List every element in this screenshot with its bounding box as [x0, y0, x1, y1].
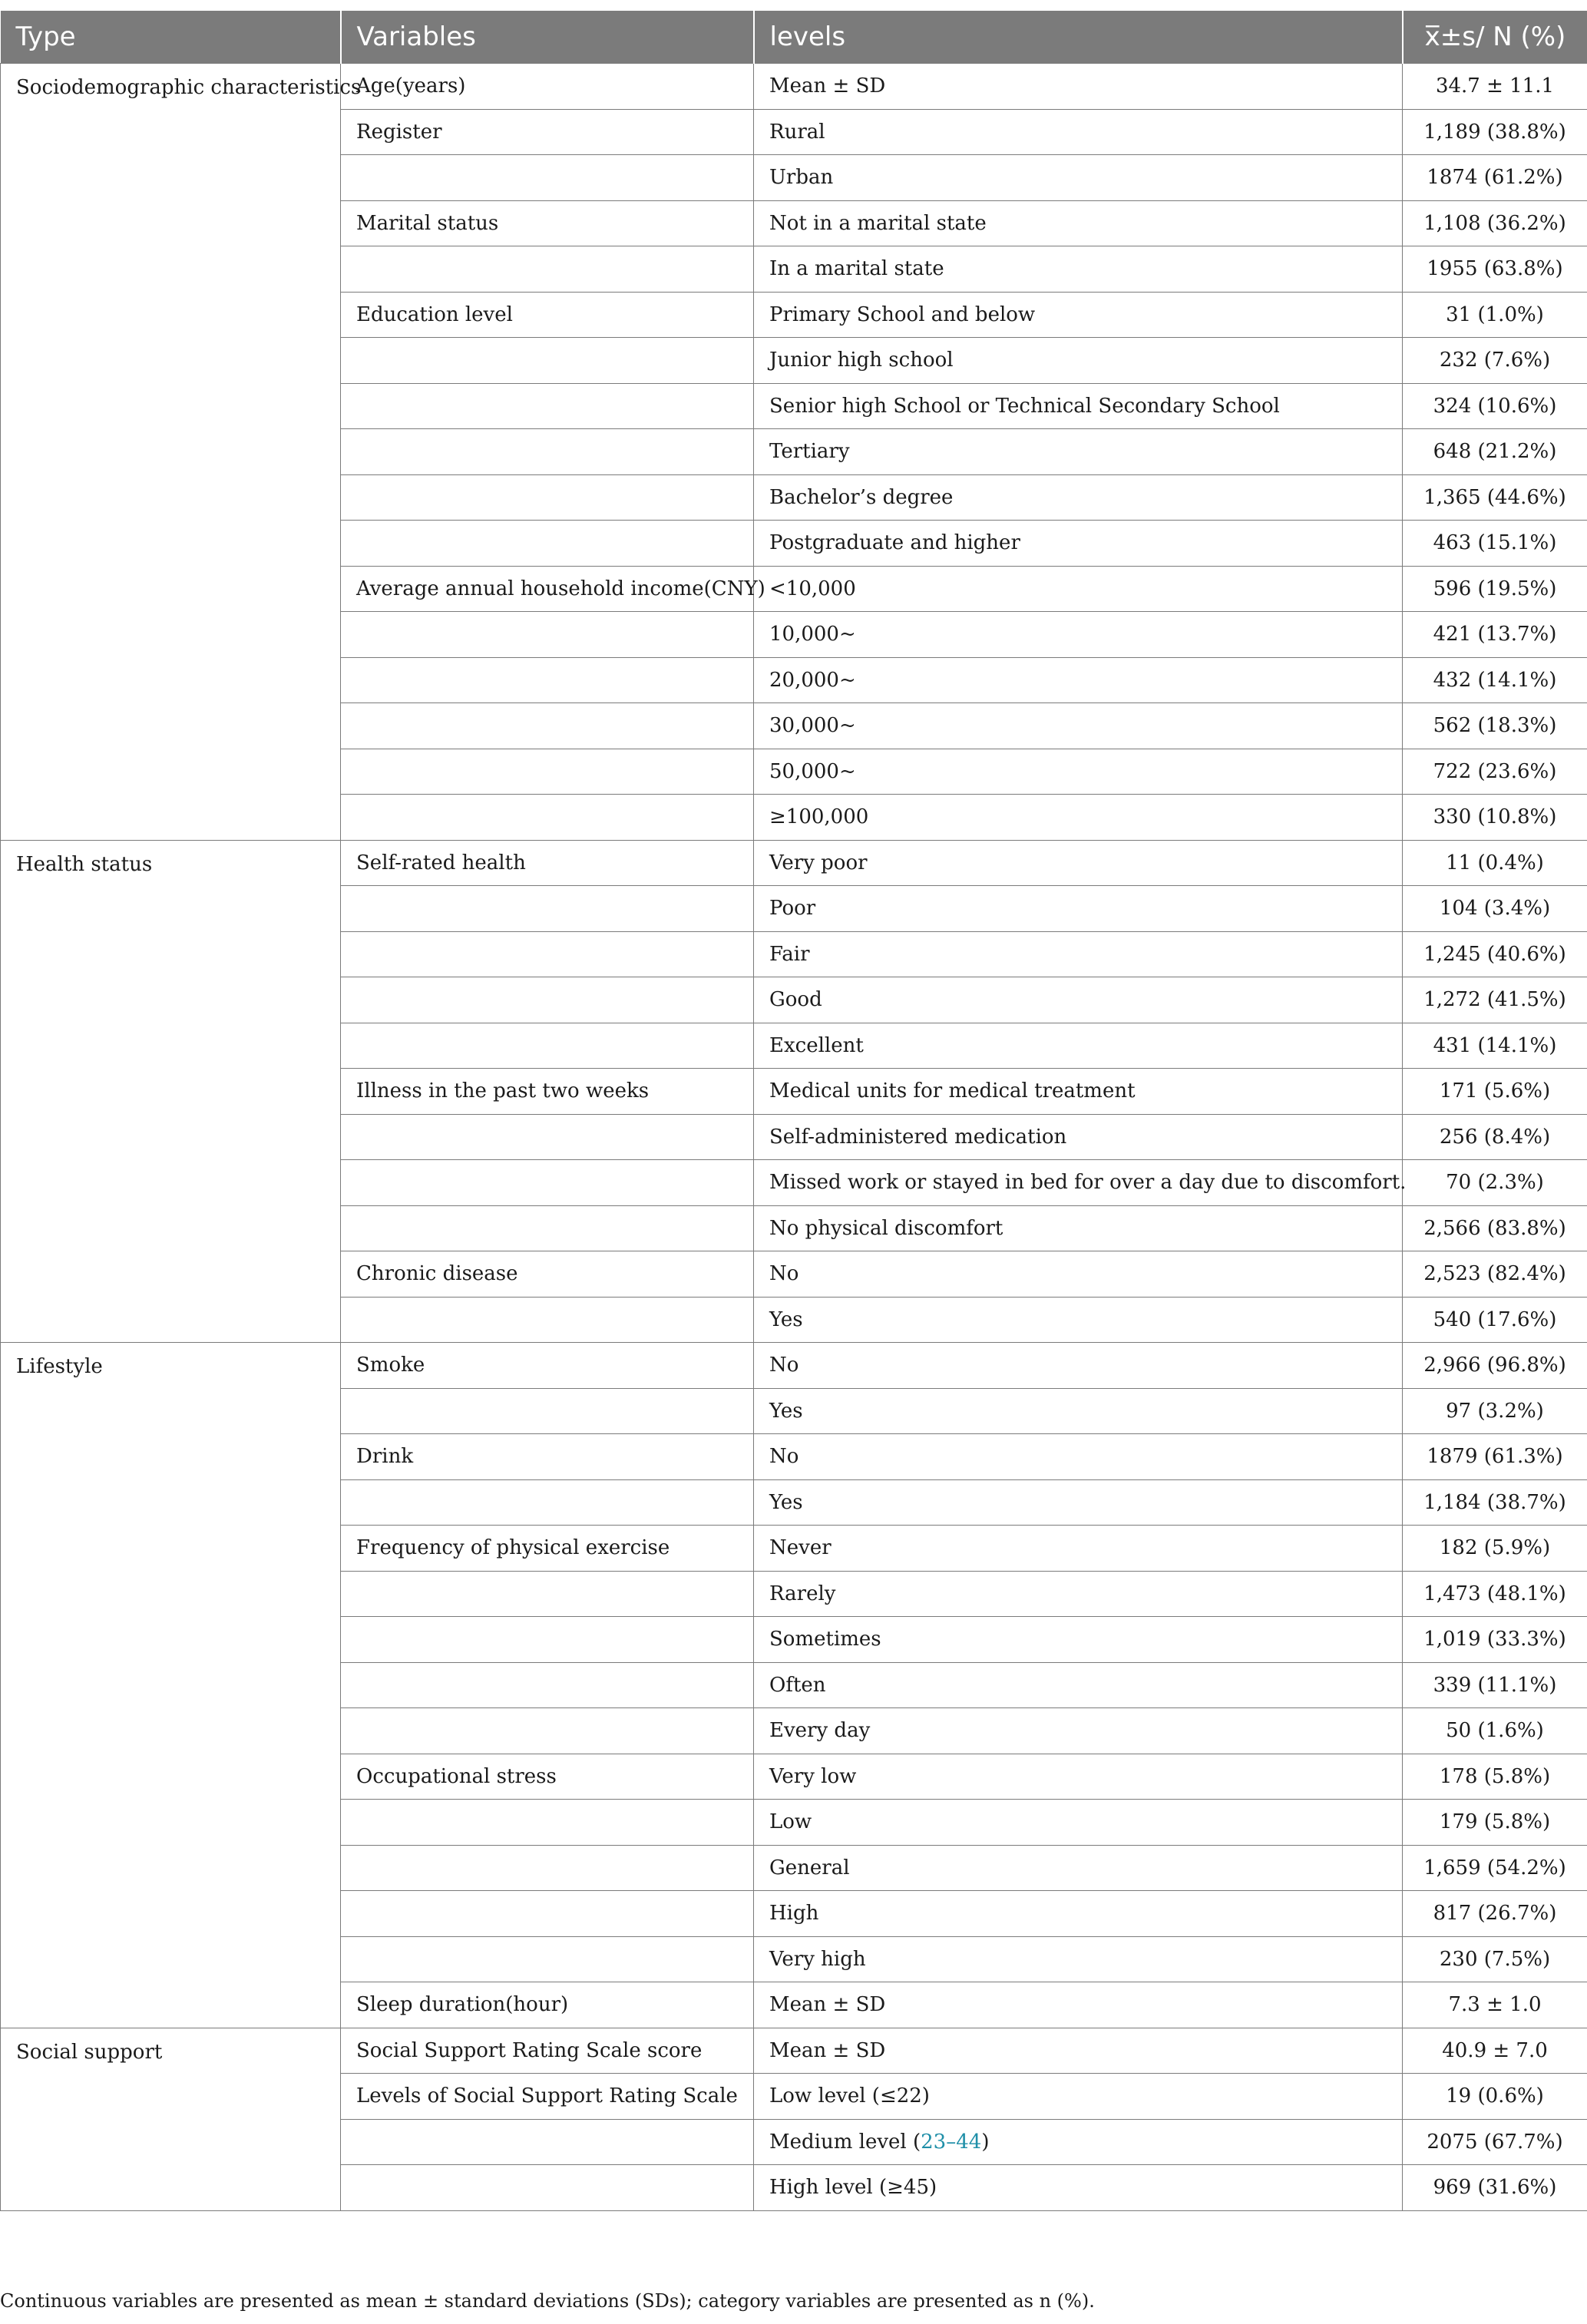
- cell-value: 7.3 ± 1.0: [1403, 1982, 1587, 2028]
- cell-value: 2,966 (96.8%): [1403, 1343, 1587, 1389]
- cell-variable: [341, 429, 754, 475]
- cell-level: Very high: [754, 1936, 1403, 1982]
- cell-variable: Levels of Social Support Rating Scale: [341, 2074, 754, 2120]
- header-value: x̅±s/ N (%): [1403, 11, 1587, 64]
- cell-variable: [341, 749, 754, 795]
- cell-variable: Average annual household income(CNY): [341, 566, 754, 612]
- cell-level: Bachelor’s degree: [754, 474, 1403, 521]
- cell-level: High level (≥45): [754, 2165, 1403, 2211]
- cell-level: General: [754, 1845, 1403, 1891]
- cell-level: [754, 2119, 1403, 2165]
- cell-level: In a marital state: [754, 246, 1403, 293]
- cell-value: 230 (7.5%): [1403, 1936, 1587, 1982]
- cell-level: Postgraduate and higher: [754, 521, 1403, 567]
- cell-level: Excellent: [754, 1023, 1403, 1069]
- cell-level: Often: [754, 1662, 1403, 1708]
- cell-level: 20,000~: [754, 657, 1403, 703]
- cell-variable: Smoke: [341, 1343, 754, 1389]
- cell-value: 432 (14.1%): [1403, 657, 1587, 703]
- cell-type: Social support: [1, 2028, 341, 2210]
- cell-variable: Age(years): [341, 64, 754, 110]
- cell-variable: Social Support Rating Scale score: [341, 2028, 754, 2074]
- cell-value: 1955 (63.8%): [1403, 246, 1587, 293]
- reference-link[interactable]: 23–44: [921, 2130, 982, 2154]
- cell-variable: Marital status: [341, 200, 754, 246]
- level-text: Medium level (: [769, 2130, 921, 2154]
- cell-level: Junior high school: [754, 338, 1403, 384]
- cell-level: Mean ± SD: [754, 1982, 1403, 2028]
- cell-value: 1879 (61.3%): [1403, 1434, 1587, 1480]
- cell-level: Yes: [754, 1297, 1403, 1343]
- cell-variable: [341, 1708, 754, 1754]
- cell-value: 421 (13.7%): [1403, 612, 1587, 658]
- cell-level: Tertiary: [754, 429, 1403, 475]
- cell-value: 40.9 ± 7.0: [1403, 2028, 1587, 2074]
- cell-value: 463 (15.1%): [1403, 521, 1587, 567]
- cell-level: Urban: [754, 155, 1403, 201]
- cell-value: 330 (10.8%): [1403, 795, 1587, 841]
- cell-level: Yes: [754, 1388, 1403, 1434]
- table-row: [1, 1343, 1587, 1389]
- cell-variable: Sleep duration(hour): [341, 1982, 754, 2028]
- cell-variable: Chronic disease: [341, 1251, 754, 1298]
- cell-value: 179 (5.8%): [1403, 1800, 1587, 1846]
- cell-value: 1,272 (41.5%): [1403, 977, 1587, 1023]
- cell-variable: [341, 1205, 754, 1251]
- cell-variable: Frequency of physical exercise: [341, 1526, 754, 1572]
- cell-value: 2075 (67.7%): [1403, 2119, 1587, 2165]
- cell-value: 1,245 (40.6%): [1403, 931, 1587, 977]
- level-text-end: ): [981, 2130, 990, 2154]
- cell-value: 562 (18.3%): [1403, 703, 1587, 749]
- table-header-row: [1, 11, 1587, 64]
- cell-variable: [341, 246, 754, 293]
- cell-level: Fair: [754, 931, 1403, 977]
- cell-value: 1,019 (33.3%): [1403, 1617, 1587, 1663]
- cell-value: 2,523 (82.4%): [1403, 1251, 1587, 1298]
- cell-level: Every day: [754, 1708, 1403, 1754]
- cell-variable: [341, 338, 754, 384]
- table-footnote: Continuous variables are presented as mean ± standard deviations (SDs); category variables are presented as n (%).: [0, 2290, 1095, 2312]
- cell-type: Health status: [1, 840, 341, 1343]
- cell-variable: [341, 155, 754, 201]
- cell-level: Low: [754, 1800, 1403, 1846]
- cell-level: High: [754, 1891, 1403, 1937]
- cell-variable: Register: [341, 109, 754, 155]
- header-levels: levels: [754, 11, 1403, 64]
- cell-value: 1,184 (38.7%): [1403, 1479, 1587, 1526]
- cell-level: Mean ± SD: [754, 2028, 1403, 2074]
- cell-variable: Drink: [341, 1434, 754, 1480]
- cell-value: 232 (7.6%): [1403, 338, 1587, 384]
- header-variables: Variables: [341, 11, 754, 64]
- cell-variable: [341, 383, 754, 429]
- cell-level: ≥100,000: [754, 795, 1403, 841]
- cell-variable: Education level: [341, 292, 754, 338]
- cell-value: 182 (5.9%): [1403, 1526, 1587, 1572]
- cell-variable: [341, 657, 754, 703]
- cell-variable: [341, 612, 754, 658]
- cell-variable: [341, 1936, 754, 1982]
- cell-variable: [341, 795, 754, 841]
- table-row: [1, 2028, 1587, 2074]
- cell-variable: Self-rated health: [341, 840, 754, 886]
- cell-value: 339 (11.1%): [1403, 1662, 1587, 1708]
- cell-variable: [341, 703, 754, 749]
- cell-level: Never: [754, 1526, 1403, 1572]
- cell-level: Senior high School or Technical Secondary School: [754, 383, 1403, 429]
- cell-level: Primary School and below: [754, 292, 1403, 338]
- header-type: Type: [1, 11, 341, 64]
- cell-level: Low level (≤22): [754, 2074, 1403, 2120]
- cell-value: 1874 (61.2%): [1403, 155, 1587, 201]
- cell-level: Very low: [754, 1754, 1403, 1800]
- cell-type: Sociodemographic characteristics: [1, 64, 341, 841]
- cell-variable: [341, 1617, 754, 1663]
- cell-value: 50 (1.6%): [1403, 1708, 1587, 1754]
- cell-value: 31 (1.0%): [1403, 292, 1587, 338]
- cell-variable: [341, 2119, 754, 2165]
- cell-level: 30,000~: [754, 703, 1403, 749]
- cell-level: No physical discomfort: [754, 1205, 1403, 1251]
- cell-level: 50,000~: [754, 749, 1403, 795]
- cell-variable: [341, 931, 754, 977]
- cell-level: Poor: [754, 886, 1403, 932]
- cell-value: 969 (31.6%): [1403, 2165, 1587, 2211]
- cell-level: Very poor: [754, 840, 1403, 886]
- cell-value: 178 (5.8%): [1403, 1754, 1587, 1800]
- cell-value: 1,189 (38.8%): [1403, 109, 1587, 155]
- cell-variable: Illness in the past two weeks: [341, 1069, 754, 1115]
- cell-variable: [341, 474, 754, 521]
- cell-value: 722 (23.6%): [1403, 749, 1587, 795]
- cell-variable: [341, 1388, 754, 1434]
- cell-variable: [341, 2165, 754, 2211]
- cell-level: Not in a marital state: [754, 200, 1403, 246]
- table-row: [1, 840, 1587, 886]
- cell-value: 19 (0.6%): [1403, 2074, 1587, 2120]
- cell-value: 11 (0.4%): [1403, 840, 1587, 886]
- cell-value: 171 (5.6%): [1403, 1069, 1587, 1115]
- cell-value: 648 (21.2%): [1403, 429, 1587, 475]
- cell-value: 1,365 (44.6%): [1403, 474, 1587, 521]
- cell-variable: [341, 1023, 754, 1069]
- cell-variable: [341, 1297, 754, 1343]
- cell-value: 70 (2.3%): [1403, 1160, 1587, 1206]
- table-body: [1, 64, 1587, 2211]
- cell-level: Good: [754, 977, 1403, 1023]
- cell-variable: [341, 1160, 754, 1206]
- table-row: [1, 64, 1587, 110]
- cell-variable: [341, 1114, 754, 1160]
- cell-variable: [341, 1662, 754, 1708]
- cell-level: Medical units for medical treatment: [754, 1069, 1403, 1115]
- cell-value: 1,473 (48.1%): [1403, 1571, 1587, 1617]
- cell-value: 596 (19.5%): [1403, 566, 1587, 612]
- cell-level: Mean ± SD: [754, 64, 1403, 110]
- cell-variable: [341, 1479, 754, 1526]
- cell-value: 34.7 ± 11.1: [1403, 64, 1587, 110]
- cell-level: <10,000: [754, 566, 1403, 612]
- cell-variable: [341, 1845, 754, 1891]
- cell-level: Rural: [754, 109, 1403, 155]
- cell-level: No: [754, 1434, 1403, 1480]
- cell-level: No: [754, 1343, 1403, 1389]
- cell-variable: [341, 521, 754, 567]
- cell-value: 1,659 (54.2%): [1403, 1845, 1587, 1891]
- cell-variable: [341, 886, 754, 932]
- cell-value: 431 (14.1%): [1403, 1023, 1587, 1069]
- cell-variable: [341, 1800, 754, 1846]
- cell-value: 2,566 (83.8%): [1403, 1205, 1587, 1251]
- cell-level: Missed work or stayed in bed for over a day due to discomfort.: [754, 1160, 1403, 1206]
- cell-level: Self-administered medication: [754, 1114, 1403, 1160]
- cell-type: Lifestyle: [1, 1343, 341, 2028]
- data-table: [0, 11, 1587, 2211]
- cell-level: No: [754, 1251, 1403, 1298]
- cell-value: 104 (3.4%): [1403, 886, 1587, 932]
- cell-variable: [341, 1571, 754, 1617]
- cell-value: 540 (17.6%): [1403, 1297, 1587, 1343]
- cell-level: Rarely: [754, 1571, 1403, 1617]
- cell-variable: [341, 977, 754, 1023]
- cell-value: 817 (26.7%): [1403, 1891, 1587, 1937]
- cell-variable: Occupational stress: [341, 1754, 754, 1800]
- cell-value: 1,108 (36.2%): [1403, 200, 1587, 246]
- cell-level: 10,000~: [754, 612, 1403, 658]
- cell-value: 256 (8.4%): [1403, 1114, 1587, 1160]
- cell-value: 324 (10.6%): [1403, 383, 1587, 429]
- cell-level: Yes: [754, 1479, 1403, 1526]
- cell-value: 97 (3.2%): [1403, 1388, 1587, 1434]
- cell-level: Sometimes: [754, 1617, 1403, 1663]
- cell-variable: [341, 1891, 754, 1937]
